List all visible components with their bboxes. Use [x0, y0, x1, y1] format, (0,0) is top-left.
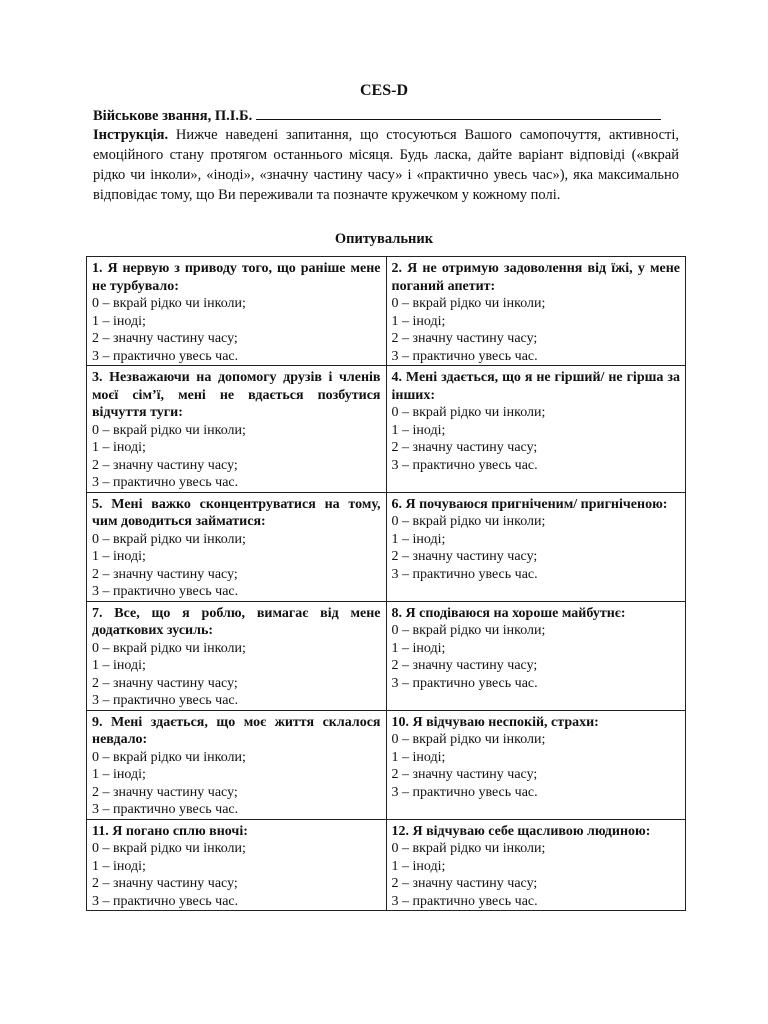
- answer-option[interactable]: 0 – вкрай рідко чи інколи;: [92, 841, 246, 856]
- question-text: 10. Я відчуваю неспокій, страхи:: [391, 714, 599, 730]
- answer-option[interactable]: 3 – практично увесь час.: [92, 584, 239, 599]
- answer-option[interactable]: 1 – іноді;: [391, 422, 446, 438]
- answer-option[interactable]: 2 – значну частину часу;: [92, 675, 238, 691]
- answer-option[interactable]: 0 – вкрай рідко чи інколи;: [391, 841, 546, 856]
- answer-option[interactable]: 3 – практично увесь час.: [92, 475, 239, 490]
- answer-option[interactable]: 3 – практично увесь час.: [391, 566, 538, 582]
- question-cell: [87, 710, 387, 819]
- answer-option[interactable]: 0 – вкрай рідко чи інколи;: [92, 640, 246, 656]
- question-text: 2. Я не отримую задоволення від їжі, у мене поганий апетит:: [391, 261, 680, 294]
- question-cell: [386, 366, 686, 493]
- question-row: [87, 819, 686, 911]
- question-text: 4. Мені здається, що я не гірший/ не гірша за інших:: [391, 370, 680, 403]
- rank-name-field: [93, 106, 678, 125]
- answer-option[interactable]: 3 – практично увесь час.: [391, 675, 538, 691]
- answer-option[interactable]: 0 – вкрай рідко чи інколи;: [391, 405, 546, 420]
- answer-option[interactable]: 1 – іноді;: [92, 858, 146, 874]
- question-cell: [386, 492, 686, 601]
- answer-option[interactable]: 1 – іноді;: [391, 858, 446, 874]
- rank-name-blank-line[interactable]: [256, 106, 661, 120]
- question-row: [87, 601, 686, 710]
- question-cell: [87, 819, 387, 911]
- answer-option[interactable]: 0 – вкрай рідко чи інколи;: [391, 732, 546, 747]
- instruction-label: Інструкція.: [93, 127, 169, 143]
- answer-option[interactable]: 0 – вкрай рідко чи інколи;: [92, 296, 246, 311]
- answer-option[interactable]: 1 – іноді;: [391, 640, 446, 656]
- answer-option[interactable]: 0 – вкрай рідко чи інколи;: [391, 296, 546, 311]
- answer-option[interactable]: 2 – значну частину часу;: [92, 784, 238, 800]
- instruction-paragraph: [93, 125, 679, 205]
- answer-option[interactable]: 1 – іноді;: [391, 749, 446, 765]
- question-text: 1. Я нервую з приводу того, що раніше мене не турбувало:: [92, 261, 381, 294]
- answer-option[interactable]: 3 – практично увесь час.: [92, 802, 239, 817]
- question-text: 11. Я погано сплю вночі:: [92, 823, 248, 839]
- question-cell: [87, 601, 387, 710]
- answer-option[interactable]: 2 – значну частину часу;: [92, 331, 238, 346]
- questionnaire-table: [86, 256, 686, 911]
- question-row: [87, 257, 686, 366]
- answer-option[interactable]: 3 – практично увесь час.: [391, 348, 538, 364]
- questionnaire-subtitle: Опитувальник: [334, 231, 434, 247]
- question-cell: [87, 257, 387, 366]
- answer-option[interactable]: 3 – практично увесь час.: [391, 457, 538, 473]
- answer-option[interactable]: 3 – практично увесь час.: [92, 693, 239, 708]
- question-text: 5. Мені важко сконцентруватися на тому, чим доводиться займатися:: [92, 496, 381, 529]
- answer-option[interactable]: 0 – вкрай рідко чи інколи;: [391, 514, 546, 529]
- answer-option[interactable]: 2 – значну частину часу;: [391, 767, 538, 782]
- answer-option[interactable]: 2 – значну частину часу;: [391, 549, 538, 564]
- answer-option[interactable]: 2 – значну частину часу;: [391, 331, 538, 346]
- answer-option[interactable]: 0 – вкрай рідко чи інколи;: [391, 623, 546, 638]
- rank-name-label: Військове звання, П.І.Б.: [93, 108, 253, 124]
- answer-option[interactable]: 1 – іноді;: [391, 313, 446, 329]
- answer-option[interactable]: 1 – іноді;: [92, 549, 146, 564]
- document-title: CES-D: [359, 82, 408, 99]
- question-cell: [386, 819, 686, 911]
- answer-option[interactable]: 0 – вкрай рідко чи інколи;: [92, 422, 246, 438]
- question-row: [87, 710, 686, 819]
- question-cell: [386, 257, 686, 366]
- question-text: 7. Все, що я роблю, вимагає від мене додаткових зусиль:: [92, 605, 381, 638]
- question-text: 12. Я відчуваю себе щасливою людиною:: [391, 823, 651, 839]
- answer-option[interactable]: 2 – значну частину часу;: [92, 566, 238, 582]
- answer-option[interactable]: 2 – значну частину часу;: [92, 876, 238, 891]
- question-text: 3. Незважаючи на допомогу друзів і членів моєї сім’ї, мені не вдається позбутися відчуття туги:: [92, 370, 381, 420]
- answer-option[interactable]: 1 – іноді;: [92, 767, 146, 782]
- answer-option[interactable]: 3 – практично увесь час.: [391, 893, 538, 909]
- question-cell: [87, 366, 387, 493]
- question-cell: [386, 601, 686, 710]
- question-text: 8. Я сподіваюся на хороше майбутнє:: [391, 605, 626, 621]
- answer-option[interactable]: 3 – практично увесь час.: [92, 348, 239, 364]
- question-row: [87, 492, 686, 601]
- answer-option[interactable]: 1 – іноді;: [391, 531, 446, 547]
- answer-option[interactable]: 1 – іноді;: [92, 313, 146, 329]
- answer-option[interactable]: 2 – значну частину часу;: [391, 658, 538, 673]
- answer-option[interactable]: 2 – значну частину часу;: [92, 457, 238, 473]
- answer-option[interactable]: 3 – практично увесь час.: [92, 893, 239, 909]
- answer-option[interactable]: 3 – практично увесь час.: [391, 784, 538, 800]
- answer-option[interactable]: 1 – іноді;: [92, 440, 146, 455]
- question-cell: [87, 492, 387, 601]
- instruction-text: Нижче наведені запитання, що стосуються Вашого самопочуття, активності, емоційного стану протягом останнього місяця. Будь ласка, дайте варіант відповіді («вкрай рідко чи інколи», «іноді», «значну частину часу» і «практично увесь час»), яка максимально відповідає тому, що Ви переживали та позначте кружечком у кожному полі.: [93, 127, 679, 203]
- question-cell: [386, 710, 686, 819]
- question-text: 9. Мені здається, що моє життя склалося невдало:: [92, 714, 381, 747]
- answer-option[interactable]: 2 – значну частину часу;: [391, 876, 538, 891]
- answer-option[interactable]: 1 – іноді;: [92, 658, 146, 673]
- answer-option[interactable]: 0 – вкрай рідко чи інколи;: [92, 531, 246, 547]
- answer-option[interactable]: 0 – вкрай рідко чи інколи;: [92, 749, 246, 765]
- answer-option[interactable]: 2 – значну частину часу;: [391, 440, 538, 455]
- question-text: 6. Я почуваюся пригніченим/ пригніченою:: [391, 496, 668, 512]
- question-row: [87, 366, 686, 493]
